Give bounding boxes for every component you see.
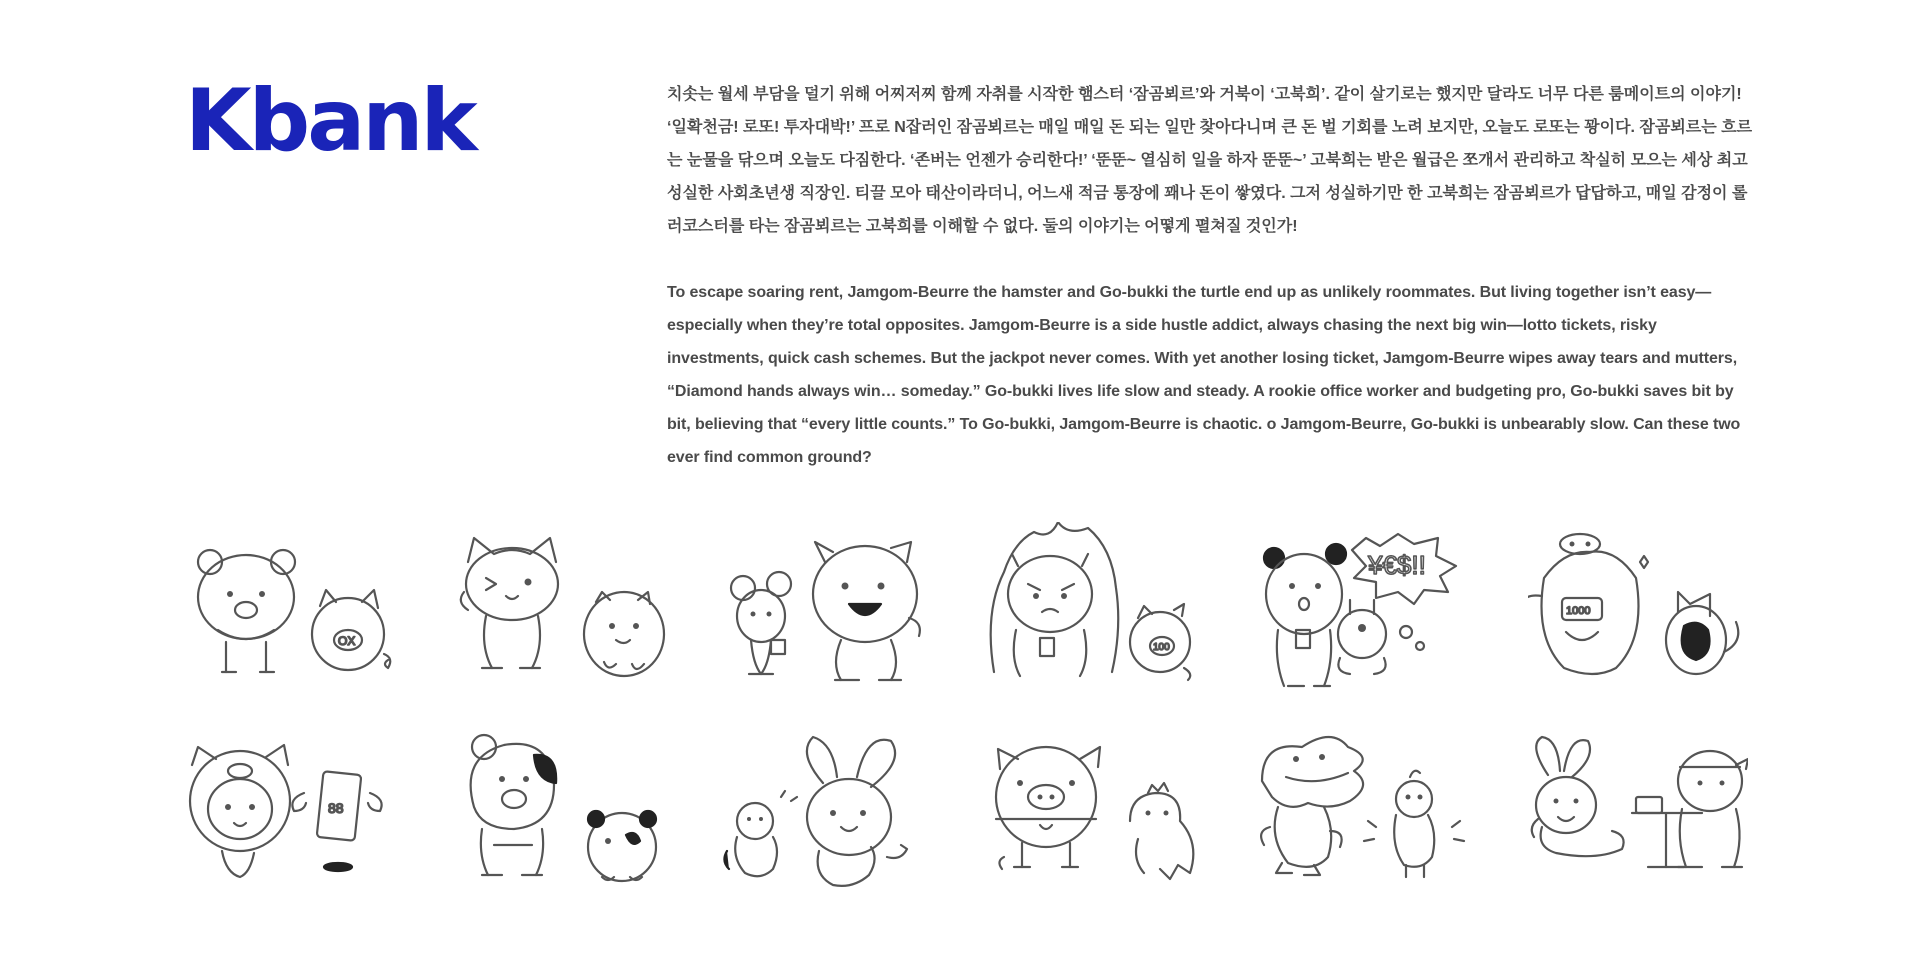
svg-text:OX: OX — [338, 634, 356, 648]
story-korean: 치솟는 월세 부담을 덜기 위해 어찌저찌 함께 자취를 시작한 햄스터 ‘잠곰뵈르’와 거북이 ‘고북희’. 같이 살기로는 했지만 달라도 너무 다른 룸메이트의 이야기! ‘일확천금! 로또! 투자대박!’ 프로 N잡러인 잠곰뵈르는 매일 매일 돈 되는 일만 찾아다니며 큰 돈 벌 기회를 노려 보지만, 오늘도 로또는 꽝이다. 잠곰뵈르는 흐르는 눈물을 닦으며 오늘도 다짐한다. ‘존버는 언젠가 승리한다!’ ‘뚠뚠~ 열심히 일을 하자 뚠뚠~’ 고북희는 받은 월급은 쪼개서 관리하고 착실히 모으는 세상 최고 성실한 사회초년생 직장인. 티끌 모아 태산이라더니, 어느새 적금 통장에 꽤나 돈이 쌓였다. 그저 성실하기만 한 고북희는 잠곰뵈르가 답답하고, 매일 감정이 롤러코스터를 타는 잠곰뵈르는 고북희를 이해할 수 없다. 둘의 이야기는 어떻게 펼쳐질 것인가! — [667, 86, 1753, 235]
illustration-bunny-and-cat — [1528, 522, 1748, 692]
illustration-dog-and-panda — [456, 727, 676, 897]
illustration-angry-bear-and-pig — [988, 522, 1208, 692]
illustration-bunny-and-worker — [1528, 727, 1748, 897]
illustration-crocodile-and-chick — [1256, 727, 1476, 897]
story-section — [667, 78, 1757, 474]
kbank-logo[interactable]: Kbank — [185, 71, 475, 171]
illustration-bear-and-pig — [188, 522, 408, 692]
svg-text:88: 88 — [328, 800, 344, 816]
svg-text:1000: 1000 — [1566, 605, 1591, 617]
illustration-cat-and-hamster — [456, 522, 676, 692]
illustration-cat-hood-and-phone — [188, 727, 408, 897]
story-english: To escape soaring rent, Jamgom-Beurre the hamster and Go-bukki the turtle end up as unlikely roommates. But living together isn’t easy—especially when they’re total opposites. Jamgom-Beurre is a side hustle addict, always chasing the next big win—lotto tickets, risky investments, quick cash schemes. But the jackpot never comes. With yet another losing ticket, Jamgom-Beurre wipes away tears and mutters, “Diamond hands always win… someday.” Go-bukki lives life slow and steady. A rookie office worker and budgeting pro, Go-bukki saves bit by bit, believing that “every little counts.” To Go-bukki, Jamgom-Beurre is chaotic. o Jamgom-Beurre, Go-bukki is unbearably slow. Can these two ever find common ground? — [667, 284, 1741, 466]
illustration-bear-with-money-thought — [1256, 522, 1476, 692]
svg-text:¥€$!!: ¥€$!! — [1368, 550, 1426, 580]
illustration-mouse-and-dog — [723, 522, 943, 692]
illustration-turtle-and-rabbit — [723, 727, 943, 897]
svg-text:100: 100 — [1153, 642, 1170, 653]
illustration-grid — [188, 522, 1748, 892]
illustration-pig-and-dinosaur — [988, 727, 1208, 897]
